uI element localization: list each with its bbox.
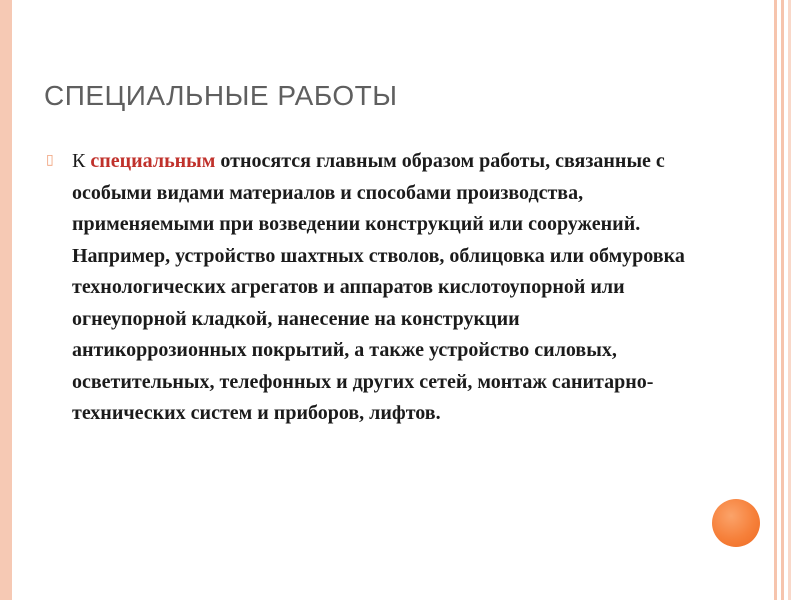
slide-title: СПЕЦИАЛЬНЫЕ РАБОТЫ xyxy=(44,80,398,111)
border-line xyxy=(788,0,791,600)
border-line xyxy=(781,0,784,600)
right-border-decor xyxy=(772,0,800,600)
bullet-paragraph xyxy=(72,146,686,430)
highlighted-term: специальным xyxy=(90,150,216,172)
orange-circle-icon xyxy=(712,499,760,547)
paragraph-lead: К xyxy=(72,150,91,172)
slide-body xyxy=(46,146,686,430)
left-border-decor xyxy=(0,0,12,600)
bullet-square-icon: ▯ xyxy=(46,153,54,168)
border-line xyxy=(774,0,777,600)
paragraph-text: относятся главным образом работы, связанные с особыми видами материалов и способами производства, применяемыми при возведении конструкций или сооружений. Например, устройство шахтных стволов, облицовка или обмуровка технологических агрегатов и аппаратов кислотоупорной или огнеупорной кладкой, нанесение на конструкции антикоррозионных покрытий, а также устройство силовых, осветительных, телефонных и других сетей, монтаж санитарно-технических систем и приборов, лифтов. xyxy=(72,150,685,424)
